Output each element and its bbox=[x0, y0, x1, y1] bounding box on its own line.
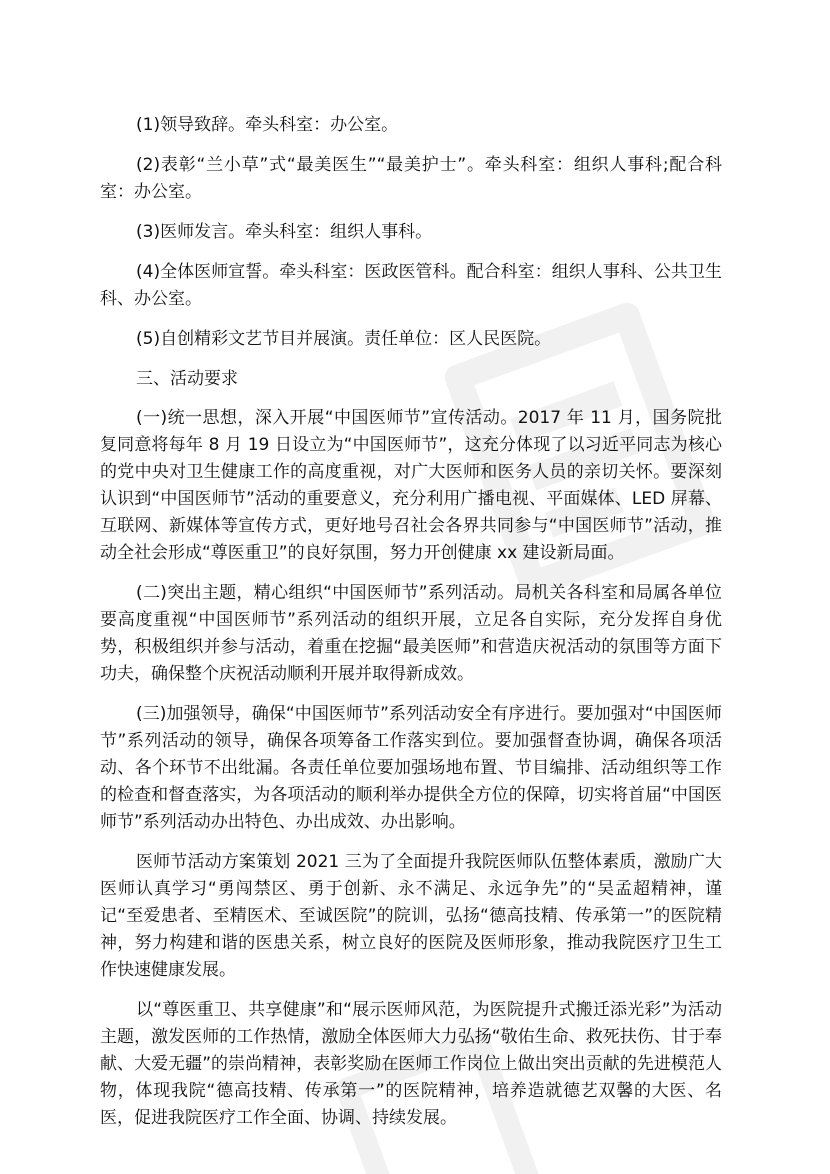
document-body bbox=[100, 112, 722, 1145]
paragraph-strengthen-leadership: (三)加强领导，确保“中国医师节”系列活动安全有序进行。要加强对“中国医师节”系列活动的领导，确保各项筹备工作落实到位。要加强督查协调，确保各项活动、各个环节不出纰漏。各责任单位要加强场地布置、节目编排、活动组织等工作的检查和督查落实，为各项活动的顺利举办提供全方位的保障，切实将首届“中国医师节”系列活动办出特色、办出成效、办出影响。 bbox=[100, 704, 722, 832]
list-item-physician-speech: (3)医师发言。牵头科室：组织人事科。 bbox=[136, 222, 433, 242]
paragraph-unify-thinking: (一)统一思想，深入开展“中国医师节”宣传活动。2017 年 11 月，国务院批复同意将每年 8 月 19 日设立为“中国医师节”，这充分体现了以习近平同志为核心的党中央对卫生健康工作的高度重视，对广大医师和医务人员的亲切关怀。要深刻认识到“中国医师节”活动的重要意义，充分利用广播电视、平面媒体、LED 屏幕、互联网、新媒体等宣传方式，更好地号召社会各界共同参与“中国医师节”活动，推动全社会形成“尊医重卫”的良好氛围，努力开创健康 xx 建设新局面。 bbox=[100, 408, 722, 563]
list-item-performance: (5)自创精彩文艺节目并展演。责任单位：区人民医院。 bbox=[136, 329, 552, 349]
paragraph-plan-intro: 医师节活动方案策划 2021 三为了全面提升我院医师队伍整体素质，激励广大医师认真学习“勇闯禁区、勇于创新、永不满足、永远争先”的“吴孟超精神，谨记“至爱患者、至精医术、至诚医院”的院训，弘扬“德高技精、传承第一”的医院精神，努力构建和谐的医患关系，树立良好的医院及医师形象，推动我院医疗卫生工作快速健康发展。 bbox=[100, 852, 722, 980]
paragraph-highlight-theme: (二)突出主题，精心组织“中国医师节”系列活动。局机关各科室和局属各单位要高度重视“中国医师节”系列活动的组织开展，立足各自实际，充分发挥自身优势，积极组织并参与活动，着重在挖掘“最美医师”和营造庆祝活动的氛围等方面下功夫，确保整个庆祝活动顺利开展并取得新成效。 bbox=[100, 583, 722, 684]
list-item-commendation: (2)表彰“兰小草”式“最美医生”“最美护士”。牵头科室：组织人事科;配合科室：办公室。 bbox=[100, 155, 722, 202]
list-item-oath: (4)全体医师宣誓。牵头科室：医政医管科。配合科室：组织人事科、公共卫生科、办公室。 bbox=[100, 262, 722, 309]
list-item-speech: (1)领导致辞。牵头科室：办公室。 bbox=[136, 115, 399, 135]
section-heading-requirements: 三、活动要求 bbox=[136, 369, 238, 389]
paragraph-activity-theme: 以“尊医重卫、共享健康”和“展示医师风范，为医院提升式搬迁添光彩”为活动主题，激发医师的工作热情，激励全体医师大力弘扬“敬佑生命、救死扶伤、甘于奉献、大爱无疆”的崇尚精神，表彰奖励在医师工作岗位上做出突出贡献的先进模范人物，体现我院“德高技精、传承第一”的医院精神，培养造就德艺双馨的大医、名医，促进我院医疗工作全面、协调、持续发展。 bbox=[100, 1000, 722, 1128]
